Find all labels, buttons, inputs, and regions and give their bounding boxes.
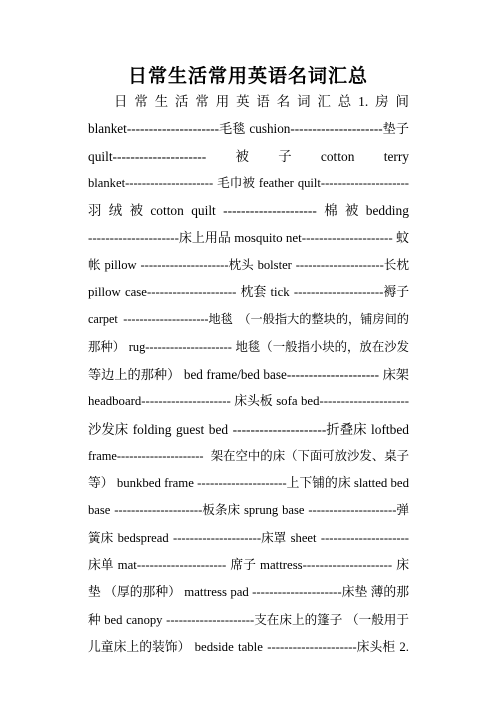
document-title: 日常生活常用英语名词汇总: [127, 65, 368, 87]
text-line: blanket---------------------毛毯 cushion---------------------垫子: [88, 121, 409, 137]
text-line: ---------------------床上用品 mosquito net--------------------- 蚊: [88, 230, 409, 246]
text-line: 羽 绒 被 cotton quilt --------------------- 棉 被 bedding: [88, 203, 409, 219]
text-line: 种 bed canopy ---------------------支在床上的篷子 （一般用于: [88, 612, 409, 627]
text-line: 帐 pillow ---------------------枕头 bolster ---------------------长枕: [88, 257, 409, 272]
text-line: 儿童床上的装饰） bedside table ---------------------床头柜 2.: [88, 639, 409, 654]
text-line: 簧床 bedspread ---------------------床罩 sheet ---------------------: [88, 530, 409, 545]
text-line: 床单 mat--------------------- 席子 mattress--------------------- 床: [88, 558, 409, 573]
text-line: pillow case--------------------- 枕套 tick ---------------------褥子: [88, 285, 409, 300]
text-line: blanket--------------------- 毛巾被 feather quilt---------------------: [88, 175, 409, 190]
text-line: 那种） rug--------------------- 地毯（一般指小块的，放在沙发: [88, 339, 409, 354]
text-line: 日 常 生 活 常 用 英 语 名 词 汇 总 1. 房 间: [114, 94, 409, 109]
text-line: headboard--------------------- 床头板 sofa bed---------------------: [88, 394, 409, 409]
text-line: frame--------------------- 架在空中的床（下面可放沙发、桌子: [88, 448, 409, 463]
text-line: 垫 （厚的那种） mattress pad ---------------------床垫 薄的那: [88, 585, 409, 600]
text-line: 等边上的那种） bed frame/bed base--------------------- 床架: [88, 366, 409, 382]
document-body: [88, 88, 409, 661]
text-line: carpet ---------------------地毯 （一般指大的整块的，铺房间的: [88, 312, 409, 327]
text-line: quilt--------------------- 被 子 cotton terry: [88, 148, 409, 164]
text-line: base ---------------------板条床 sprung base ---------------------弹: [88, 503, 409, 518]
text-line: 等） bunkbed frame ---------------------上下铺的床 slatted bed: [88, 476, 409, 491]
text-line: 沙发床 folding guest bed ---------------------折叠床 loftbed: [88, 421, 409, 437]
